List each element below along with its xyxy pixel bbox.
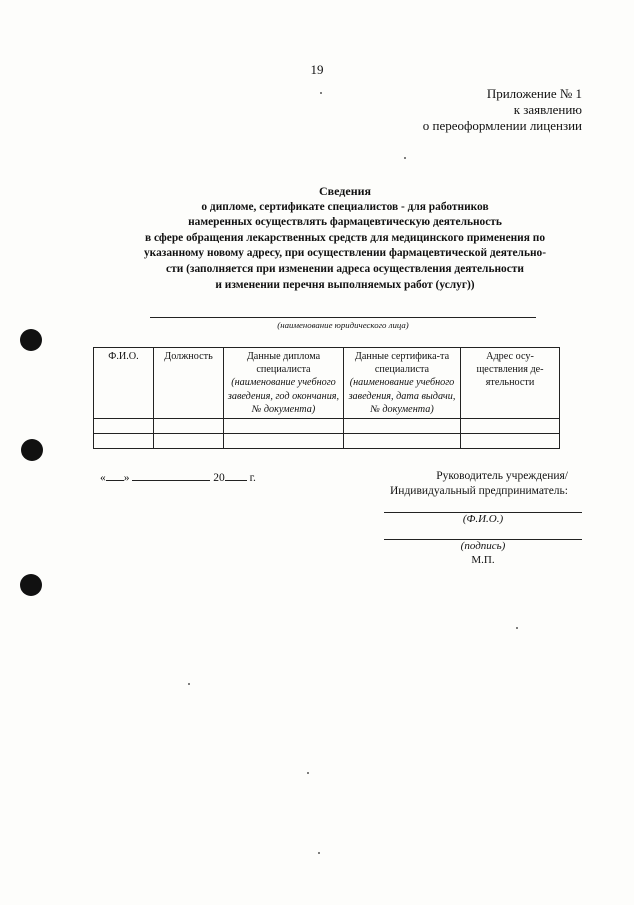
scan-speck (320, 92, 322, 94)
diploma-header-text: Данные диплома специалиста (246, 351, 321, 376)
heading-line: намеренных осуществлять фармацевтическую деятельность (188, 216, 502, 229)
scan-speck (188, 683, 190, 685)
signatory-title-line-1: Руководитель учреждения/ (436, 470, 568, 482)
year-suffix: г. (249, 472, 256, 484)
month-blank[interactable] (132, 469, 210, 481)
signature-caption: (подпись) (460, 540, 506, 552)
punch-hole-mark (20, 574, 42, 596)
scan-speck (318, 852, 320, 854)
table-row (94, 434, 560, 449)
table-cell[interactable] (344, 434, 461, 449)
page-number: 19 (310, 62, 324, 77)
table-header-row (94, 348, 560, 419)
heading-line: о дипломе, сертификате специалистов - для работников (201, 200, 489, 213)
column-header-address: Адрес осу-ществления де-ятельности (461, 348, 560, 419)
table-cell[interactable] (461, 419, 560, 434)
diploma-header-hint: (наименование учебного заведения, год окончания, № документа) (227, 377, 340, 415)
punch-hole-mark (21, 439, 43, 461)
table-cell[interactable] (224, 434, 344, 449)
signatory-title-line-2: Индивидуальный предприниматель: (390, 485, 568, 497)
fio-caption: (Ф.И.О.) (462, 513, 504, 525)
signatory-title (390, 469, 568, 499)
table-cell[interactable] (224, 419, 344, 434)
scan-speck (404, 157, 406, 159)
scan-speck (516, 627, 518, 629)
date-line (100, 469, 256, 484)
certificate-header-text: Данные сертифика-та специалиста (354, 351, 450, 376)
appendix-line-2: к заявлению (513, 102, 582, 117)
date-open-quote: « (100, 472, 106, 484)
org-name-caption: (наименование юридического лица) (277, 320, 409, 330)
appendix-header (423, 86, 582, 134)
appendix-line-3: о переоформлении лицензии (422, 118, 582, 133)
appendix-line-1: Приложение № 1 (486, 86, 582, 101)
table-cell[interactable] (461, 434, 560, 449)
table-cell[interactable] (94, 434, 154, 449)
column-header-position: Должность (154, 348, 224, 419)
heading-line: и изменении перечня выполняемых работ (услуг)) (215, 278, 475, 291)
heading-line: в сфере обращения лекарственных средств для медицинского применения по (144, 231, 546, 244)
table-row (94, 419, 560, 434)
table-cell[interactable] (344, 419, 461, 434)
table-cell[interactable] (154, 419, 224, 434)
document-heading (80, 184, 610, 293)
year-prefix: 20 (213, 472, 225, 484)
punch-hole-mark (20, 329, 42, 351)
column-header-fio: Ф.И.О. (94, 348, 154, 419)
date-close-quote: » (123, 472, 130, 484)
column-header-certificate (344, 348, 461, 419)
certificate-header-hint: (наименование учебного заведения, дата выдачи, № документа) (348, 377, 456, 415)
heading-line: указанному новому адресу, при осуществлении фармацевтической деятельно- (143, 247, 547, 260)
org-name-blank-line (150, 317, 536, 318)
heading-title: Сведения (318, 184, 372, 198)
heading-line: сти (заполняется при изменении адреса осуществления деятельности (166, 262, 524, 275)
table-cell[interactable] (94, 419, 154, 434)
column-header-diploma (224, 348, 344, 419)
table-cell[interactable] (154, 434, 224, 449)
day-blank[interactable] (106, 469, 124, 481)
scan-speck (307, 772, 309, 774)
year-blank[interactable] (225, 469, 247, 481)
specialists-table (93, 347, 560, 449)
stamp-place-label: М.П. (471, 554, 495, 566)
